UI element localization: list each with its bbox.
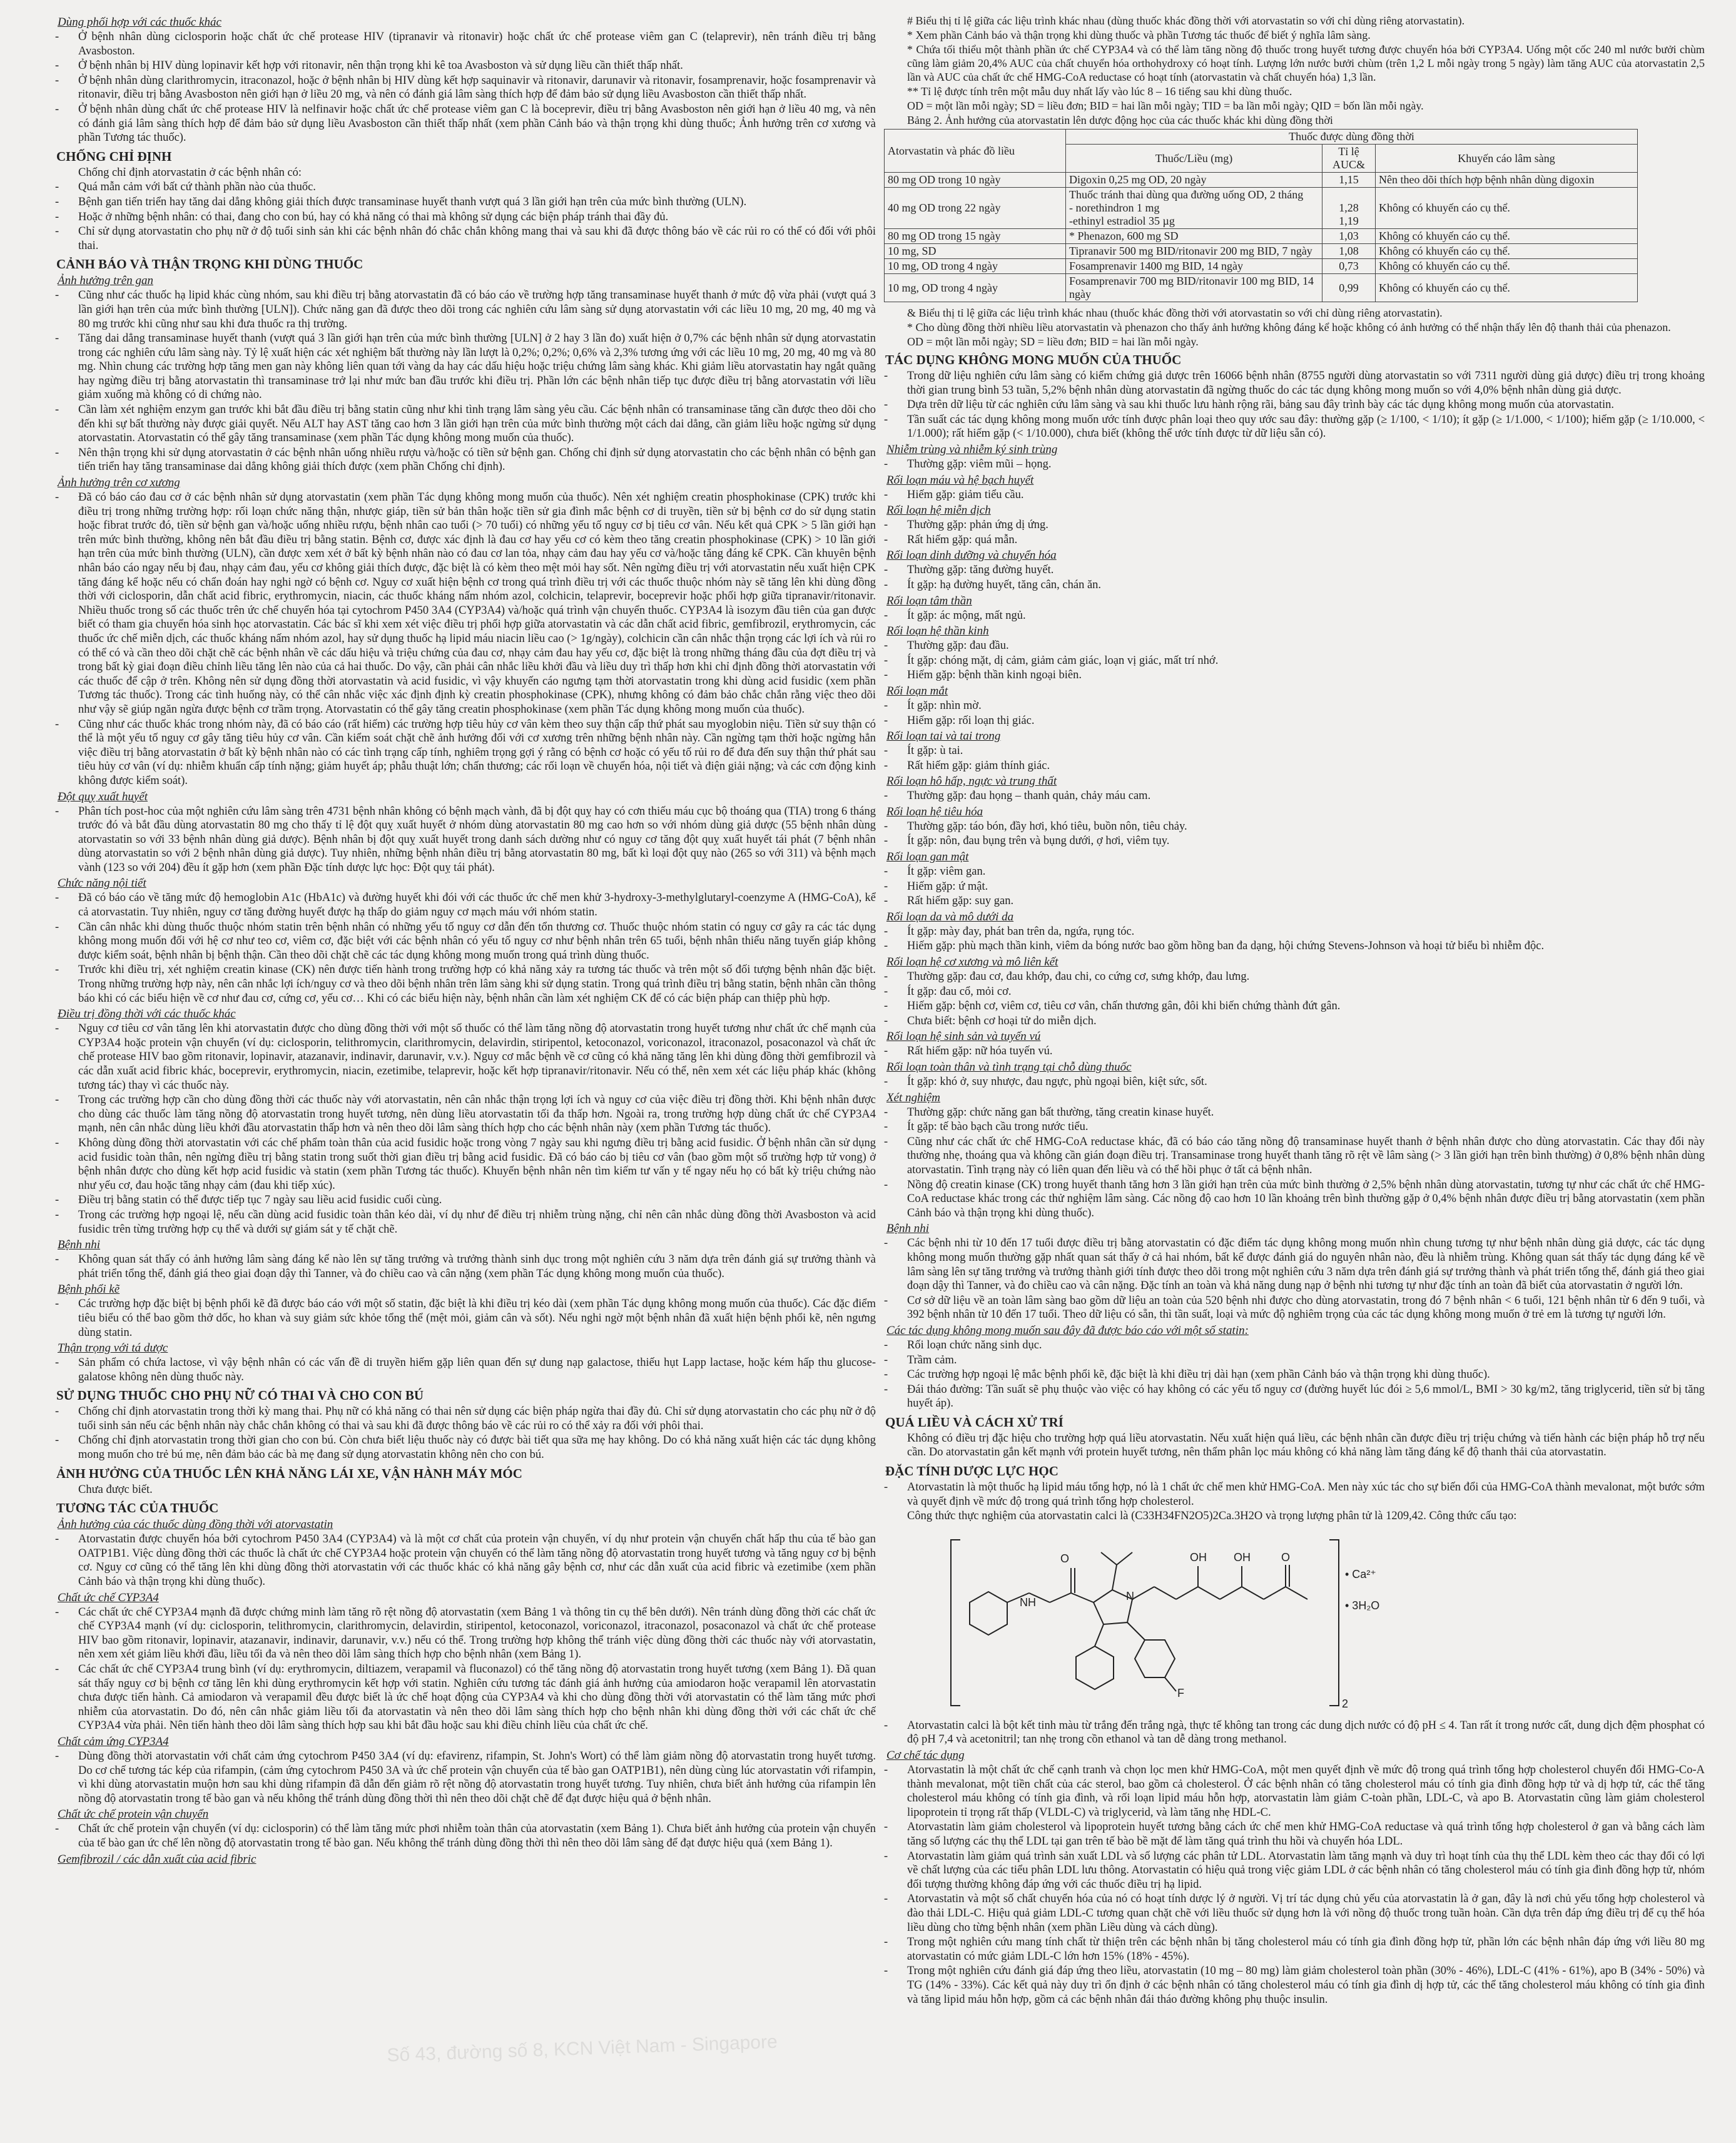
subsection-heading: Rối loạn gan mật: [886, 850, 969, 864]
table-cell: Fosamprenavir 700 mg BID/ritonavir 100 mg BID, 14 ngày: [1066, 274, 1322, 302]
bullet-item: - Đái tháo đường: Tần suất sẽ phụ thuộc vào việc có hay không có các yếu tố nguy cơ (đường huyết lúc đói ≥ 5,6 mmol/L, BMI > 30 kg/m2, tăng triglycerid, tiền sử bị tăng huyết áp).: [873, 1383, 1705, 1411]
formula-label-o2: O: [1281, 1550, 1291, 1564]
bullet-item: - Ít gặp: ù tai.: [873, 744, 1705, 758]
section-heading: TƯƠNG TÁC CỦA THUỐC: [56, 1500, 219, 1516]
bullet-item: - Các trường hợp ngoại lệ mắc bệnh phổi kẽ, đặc biệt là khi điều trị dài hạn (xem phần Cảnh báo và thận trọng khi dùng thuốc).: [873, 1368, 1705, 1382]
table-2-col-regimen: Atorvastatin và phác đồ liều: [885, 130, 1066, 173]
manufacturer-stamp: Số 43, đường số 8, KCN Việt Nam - Singapore: [386, 2031, 778, 2066]
table-cell: Thuốc tránh thai dùng qua đường uống OD, 2 tháng - norethindron 1 mg -ethinyl estradiol 35 µg: [1066, 188, 1322, 229]
paragraph: Công thức thực nghiệm của atorvastatin calci là (C33H34FN2O5)2Ca.3H2O và trọng lượng phân tử là 1209,42. Công thức cấu tạo:: [907, 1510, 1517, 1523]
bullet-item: - Chưa biết: bệnh cơ hoại tử do miễn dịch.: [873, 1014, 1705, 1029]
bullet-item: - Điều trị bằng statin có thể được tiếp tục 7 ngày sau liều acid fusidic cuối cùng.: [44, 1193, 876, 1208]
table-cell: Không có khuyến cáo cụ thể.: [1376, 274, 1638, 302]
bullet-item: - Trong các trường hợp cần cho dùng đồng thời các thuốc này với atorvastatin, nên cân nhắc thận trọng lợi ích và nguy cơ của việc điều trị đồng thời. Khi bệnh nhân được cho dùng các thuốc làm tăng nồng độ atorvastatin trong huyết tương, nên dùng liều atorvastatin tối đa thấp hơn. Ngoài ra, trong trường hợp dùng chất ức chế CYP3A4 mạnh, nên cân nhắc dùng liều khởi đầu atorvastatin thấp hơn và nên theo dõi lâm sàng thích hợp cho các bệnh nhân này (xem phần Tương tác thuốc).: [44, 1093, 876, 1136]
table-cell: 10 mg, OD trong 4 ngày: [885, 259, 1066, 274]
subsection-heading: Rối loạn da và mô dưới da: [886, 910, 1014, 924]
bullet-item: - Hiếm gặp: rối loạn thị giác.: [873, 714, 1705, 728]
bullet-item: - Cũng như các thuốc hạ lipid khác cùng nhóm, sau khi điều trị bằng atorvastatin đã có báo cáo về trường hợp tăng transaminase huyết thanh ở mức độ vừa phải (vượt quá 3 lần giới hạn trên của mức bình thường [ULN]). Chức năng gan đã được theo dõi trong các nghiên cứu lâm sàng sử dụng atorvastatin với các liều 10 mg, 20 mg, 40 mg và 80 mg trước khi cũng như sau khi đưa thuốc ra thị trường.: [44, 288, 876, 331]
right-mid-sections: [873, 306, 1705, 1524]
formula-label-n: N: [1126, 1589, 1134, 1602]
paragraph: Không có điều trị đặc hiệu cho trường hợp quá liều atorvastatin. Nếu xuất hiện quá liều, các bệnh nhân cần được điều trị triệu chứng và tiến hành các biện pháp hỗ trợ nếu cần. Do atorvastatin gắn kết mạnh với protein huyết tương, nên thẩm phân lọc máu không có khả năng làm tăng đáng kể độ thanh thải của atorvastatin.: [907, 1432, 1705, 1459]
bullet-item: - Ít gặp: ác mộng, mất ngủ.: [873, 609, 1705, 623]
formula-label-ca: • Ca²⁺: [1345, 1567, 1376, 1581]
subsection-heading: Rối loạn hệ thần kinh: [886, 624, 989, 638]
table-cell: * Phenazon, 600 mg SD: [1066, 229, 1322, 244]
bullet-item: - Cơ sở dữ liệu về an toàn lâm sàng bao gồm dữ liệu an toàn của 520 bệnh nhi được cho dùng atorvastatin, trong đó 7 bệnh nhân < 6 tuổi, 121 bệnh nhân từ 6 đến 9 tuổi, và 392 bệnh nhân từ 10 đến 17 tuổi. Theo dữ liệu có sẵn, thì tần suất, loại và mức độ nghiêm trọng của các tác dụng không mong muốn ở trẻ em là tương tự người lớn.: [873, 1294, 1705, 1322]
note: OD = một lần mỗi ngày; SD = liều đơn; BID = hai lần mỗi ngày; TID = ba lần mỗi ngày; QID = bốn lần mỗi ngày.: [907, 99, 1424, 112]
bullet-item: - Không dùng đồng thời atorvastatin với các chế phẩm toàn thân của acid fusidic hoặc trong vòng 7 ngày sau khi ngưng điều trị bằng acid fusidic. Ở bệnh nhân cần sử dụng acid fusidic toàn thân, nên ngừng điều trị bằng statin trong suốt thời gian điều trị bằng acid fusidic. Đã có báo cáo bị tiêu cơ vân (bao gồm một số trường hợp tử vong) ở bệnh nhân được cho dùng kết hợp acid fusidic và statin (xem phần Tương tác thuốc). Khuyến bệnh nhân nên tìm kiếm tư vấn y tế ngay nếu họ có bất kỳ triệu chứng nào như yếu cơ, đau hoặc tăng nhạy cảm (đau khi tiếp xúc).: [44, 1136, 876, 1193]
bullet-item: - Hiếm gặp: bệnh cơ, viêm cơ, tiêu cơ vân, chấn thương gân, đôi khi biến chứng thành đứt gân.: [873, 999, 1705, 1014]
note: OD = một lần mỗi ngày; SD = liều đơn; BID = hai lần mỗi ngày.: [907, 335, 1199, 348]
bullet-item: - Trong các trường hợp ngoại lệ, nếu cần dùng acid fusidic toàn thân kéo dài, ví dụ như để điều trị nhiễm trùng nặng, chỉ nên cân nhắc dùng đồng thời Avasboston và acid fusidic trên từng trường hợp cụ thể và dưới sự giám sát y tế chặt chẽ.: [44, 1208, 876, 1236]
subsection-heading: Ảnh hưởng trên cơ xương: [58, 476, 180, 490]
formula-label-o: O: [1060, 1552, 1070, 1565]
subsection-heading: Bệnh nhi: [886, 1222, 930, 1236]
bullet-item: - Rất hiếm gặp: quá mẫn.: [873, 533, 1705, 547]
bullet-item: - Atorvastatin là một thuốc hạ lipid máu tổng hợp, nó là 1 chất ức chế men khử HMG-CoA. Men này xúc tác cho sự biến đổi của HMG-CoA thành mevalonat, một bước sớm và quyết định về mức độ trong quá trình tổng hợp cholesterol.: [873, 1480, 1705, 1509]
right-bottom-sections: [873, 1719, 1705, 2007]
subsection-heading: Xét nghiệm: [886, 1091, 941, 1104]
subsection-heading: Rối loạn hệ cơ xương và mô liên kết: [886, 955, 1058, 969]
subsection-heading: Ảnh hưởng trên gan: [58, 274, 153, 288]
bullet-item: - Trong một nghiên cứu đánh giá đáp ứng theo liều, atorvastatin (10 mg – 80 mg) làm giảm cholesterol toàn phần (30% - 46%), LDL-C (41% - 61%), apo B (34% - 50%) và TG (14% - 33%). Các kết quả này duy trì ổn định ở các bệnh nhân có tăng cholesterol máu có tính gia đình dị hợp tử, các thể tăng cholesterol máu không có tính gia đình và tăng lipid máu hỗn hợp, gồm cả các bệnh nhân đái tháo đường không phụ thuộc insulin.: [873, 1964, 1705, 2007]
table-2-header-row: [885, 130, 1638, 145]
bullet-item: - Chống chỉ định atorvastatin trong thời gian cho con bú. Còn chưa biết liệu thuốc này có được bài tiết qua sữa mẹ hay không. Do có khả năng xuất hiện các tác dụng không mong muốn cho trẻ bú mẹ, nên đảm bảo các bà mẹ đang sử dụng atorvastatin không nên cho con bú.: [44, 1433, 876, 1462]
bullet-item: - Trước khi điều trị, xét nghiệm creatin kinase (CK) nên được tiến hành trong trường hợp có khả năng xảy ra tương tác thuốc và trên một số đối tượng bệnh nhân đặc biệt. Trong những trường hợp này, nên cân nhắc lợi ích/nguy cơ và theo dõi bệnh nhân trên lâm sàng khi sử dụng statin. Trong quá trình điều trị bằng statin, bệnh nhân cần thông báo khi có các biểu hiện về cơ như đau cơ, cứng cơ, yếu cơ… Khi có các biểu hiện này, bệnh nhân cần làm xét nghiệm CK để có các biện pháp can thiệp phù hợp.: [44, 963, 876, 1005]
table-cell: Không có khuyến cáo cụ thể.: [1376, 229, 1638, 244]
subsection-heading: Rối loạn hệ tiêu hóa: [886, 805, 983, 818]
bullet-item: - Dựa trên dữ liệu từ các nghiên cứu lâm sàng và sau khi thuốc lưu hành rộng rãi, bảng sau đây trình bày các tác dụng không mong muốn của atorvastatin.: [873, 398, 1705, 412]
bullet-item: - Ở bệnh nhân dùng ciclosporin hoặc chất ức chế protease HIV (tipranavir và ritonavir) hoặc chất ức chế protease viêm gan C (telaprevir), nên tránh điều trị bằng Avasboston.: [44, 30, 876, 58]
bullet-item: - Chất ức chế protein vận chuyển (ví dụ: ciclosporin) có thể làm tăng mức phơi nhiễm toàn thân của atorvastatin (xem Bảng 1). Chưa biết ảnh hưởng của protein vận chuyển của tế bào gan ức chế lên nồng độ atorvastatin trong tế bào gan. Nếu không thể tránh dùng đồng thời thì nên theo dõi lâm sàng để đạt được hiệu quả (xem Bảng 1).: [44, 1822, 876, 1850]
bullet-item: - Cũng như các thuốc khác trong nhóm này, đã có báo cáo (rất hiếm) các trường hợp tiêu hủy cơ vân kèm theo suy thận cấp thứ phát sau myoglobin niệu. Tiền sử suy thận có thể là một yếu tố nguy cơ gây tăng tiêu hủy cơ vân. Cần kiểm soát chặt chẽ ảnh hưởng đối với cơ xương trên những bệnh nhân này. Cần ngừng tạm thời hoặc ngừng hẳn việc điều trị bằng atorvastatin ở bất kỳ bệnh nhân nào có các tình trạng cấp tính, nghiêm trọng gợi ý rằng có bệnh cơ hoặc có yếu tố rủi ro để đưa đến suy thận thứ phát sau tiêu hủy cơ vân (ví dụ: nhiễm khuẩn cấp tính nặng; giảm huyết áp; phẫu thuật lớn; chấn thương; các rối loạn về chuyển hóa, nội tiết và điện giải nặng; và các cơn động kinh không được kiểm soát).: [44, 718, 876, 788]
bullet-item: - Nguy cơ tiêu cơ vân tăng lên khi atorvastatin được cho dùng đồng thời với một số thuốc có thể làm tăng nồng độ atorvastatin trong huyết tương như chất ức chế mạnh của CYP3A4 hoặc protein vận chuyển (ví dụ: ciclosporin, telithromycin, clarithromycin, delavirdin, stiripentol, ketoconazol, voriconazol, itraconazol, posaconazol và chất ức chế protease HIV bao gồm ritonavir, lopinavir, atazanavir, indinavir, darunavir, v.v.). Nguy cơ mắc bệnh về cơ cũng có khả năng tăng lên khi dùng đồng thời gemfibrozil và các dẫn xuất acid fibric khác, boceprevir, erythromycin, niacin, ezetimibe, telaprevir, hoặc kết hợp tipranavir/ritonavir. Nếu có thể, nên xem xét các liệu pháp khác (không tương tác) thay vì các thuốc này.: [44, 1022, 876, 1092]
right-top-notes: [873, 14, 1705, 127]
bullet-item: - Thường gặp: táo bón, đầy hơi, khó tiêu, buồn nôn, tiêu chảy.: [873, 820, 1705, 834]
subsection-heading: Bệnh nhi: [58, 1238, 101, 1252]
bullet-item: - Ít gặp: khó ở, suy nhược, đau ngực, phù ngoại biên, kiệt sức, sốt.: [873, 1075, 1705, 1089]
table-cell: 1,15: [1322, 173, 1376, 188]
bullet-item: - Thường gặp: đau đầu.: [873, 639, 1705, 653]
subsection-heading: Dùng phối hợp với các thuốc khác: [58, 16, 221, 29]
table-2-col-recommendation: Khuyến cáo lâm sàng: [1376, 145, 1638, 173]
table-cell: 80 mg OD trong 15 ngày: [885, 229, 1066, 244]
bullet-item: - Chống chỉ định atorvastatin trong thời kỳ mang thai. Phụ nữ có khả năng có thai nên sử dụng các biện pháp ngừa thai đầy đủ. Chỉ sử dụng atorvastatin cho các phụ nữ ở độ tuổi sinh sản nếu các bệnh nhân này chắc chắn không có thai và sau khi đã được thông báo về các rủi ro có thể xảy ra đối với phôi thai.: [44, 1405, 876, 1433]
bullet-item: - Rất hiếm gặp: suy gan.: [873, 894, 1705, 909]
subsection-heading: Chất ức chế CYP3A4: [58, 1591, 159, 1604]
note: * Xem phần Cảnh báo và thận trọng khi dùng thuốc và phần Tương tác thuốc để biết ý nghĩa lâm sàng.: [907, 29, 1371, 41]
formula-label-h2o: • 3H₂O: [1345, 1599, 1380, 1612]
bullet-item: - Các bệnh nhi từ 10 đến 17 tuổi được điều trị bằng atorvastatin có đặc điểm tác dụng không mong muốn nhìn chung tương tự như bệnh nhân dùng giả dược, các tác dụng không mong muốn thường gặp nhất quan sát thấy ở cả hai nhóm, bất kể được đánh giá do nguyên nhân nào, đều là nhiễm trùng. Không quan sát thấy tác dụng đáng kể về lâm sàng lên sự tăng trưởng và trưởng thành giới tính được theo dõi trong một nghiên cứu 3 năm dựa trên đánh giá sự trưởng thành và phát triển tổng thể, đánh giá theo giai đoạn dậy thì Tanner, và đo chiều cao và cân nặng. Đặc tính an toàn và khả năng dung nạp ở bệnh nhi tương tự như đặc tính an toàn đã biết của atorvastatin ở người lớn.: [873, 1236, 1705, 1293]
bullet-item: - Thường gặp: viêm mũi – họng.: [873, 457, 1705, 472]
bullet-item: - Thường gặp: chức năng gan bất thường, tăng creatin kinase huyết.: [873, 1106, 1705, 1120]
table-2-body: [885, 173, 1638, 302]
formula-label-subscript-2: 2: [1342, 1697, 1349, 1710]
formula-label-oh1: OH: [1190, 1550, 1207, 1564]
note: & Biểu thị tỉ lệ giữa các liệu trình khác nhau (thuốc khác đồng thời với atorvastatin so với chỉ dùng riêng atorvastatin).: [907, 307, 1443, 319]
formula-label-oh2: OH: [1234, 1550, 1251, 1564]
bullet-item: - Cũng như các chất ức chế HMG-CoA reductase khác, đã có báo cáo tăng nồng độ transaminase huyết thanh ở bệnh nhân được cho dùng atorvastatin. Các thay đổi này thường nhẹ, thoáng qua và không cần gián đoạn điều trị. Transaminase trong huyết thanh tăng rõ rệt về lâm sàng (> 3 lần giới hạn trên bình thường) ở 0,8% bệnh nhân dùng atorvastatin. Tình trạng này có liên quan đến liều và có thể hồi phục ở tất cả bệnh nhân.: [873, 1135, 1705, 1178]
bullet-item: - Atorvastatin làm giảm cholesterol và lipoprotein huyết tương bằng cách ức chế men khử HMG-CoA reductase và quá trình tổng hợp cholesterol ở gan và bằng cách làm tăng số lượng các thụ thể LDL tại gan trên tế bào bề mặt để làm tăng quá trình thu hồi và chuyển hóa LDL.: [873, 1820, 1705, 1848]
bullet-item: - Các chất ức chế CYP3A4 mạnh đã được chứng minh làm tăng rõ rệt nồng độ atorvastatin (xem Bảng 1 và thông tin cụ thể bên dưới). Nên tránh dùng đồng thời các chất ức chế CYP3A4 mạnh (ví dụ: ciclosporin, telithromycin, clarithromycin, delavirdin, stiripentol, ketoconazol, voriconazol, itraconazol, posaconazol và chất ức chế protease HIV bao gồm ritonavir, lopinavir, atazanavir, indinavir, darunavir, v.v.) nếu có thể. Trong trường hợp không thể tránh việc dùng đồng thời các thuốc này với atorvastatin, nên xem xét giảm liều khởi đầu, liều tối đa và nên theo dõi lâm sàng thích hợp cho bệnh nhân (xem Bảng 1).: [44, 1606, 876, 1662]
bullet-item: - Ít gặp: đau cổ, mỏi cơ.: [873, 985, 1705, 999]
table-cell: 1,03: [1322, 229, 1376, 244]
formula-label-f: F: [1177, 1686, 1184, 1699]
table-row: [885, 188, 1638, 229]
subsection-heading: Nhiễm trùng và nhiễm ký sinh trùng: [886, 442, 1058, 456]
bullet-item: - Ít gặp: mày đay, phát ban trên da, ngứa, rụng tóc.: [873, 925, 1705, 939]
table-2-col-auc: Tỉ lệ AUC&: [1322, 145, 1376, 173]
bullet-item: - Atorvastatin calci là bột kết tinh màu từ trắng đến trắng ngà, thực tế không tan trong các dung dịch nước có độ pH ≤ 4. Tan rất ít trong nước cất, dung dịch đệm phosphat có độ pH 7,4 và acetonitril; tan nhẹ trong cồn ethanol và tan dễ dàng trong methanol.: [873, 1719, 1705, 1747]
bullet-item: - Các trường hợp đặc biệt bị bệnh phổi kẽ đã được báo cáo với một số statin, đặc biệt là khi điều trị kéo dài (xem phần Tác dụng không mong muốn của thuốc). Các đặc điểm tiêu biểu có thể bao gồm thở dốc, ho khan và suy giảm sức khỏe tổng thể (mệt mỏi, giảm cân và sốt). Nếu nghi ngờ một bệnh nhân đã xuất hiện bệnh phổi kẽ, nên ngưng dùng statin.: [44, 1297, 876, 1340]
table-row: [885, 259, 1638, 274]
subsection-heading: Rối loạn hệ miễn dịch: [886, 504, 991, 517]
subsection-heading: Rối loạn tai và tai trong: [886, 730, 1001, 743]
table-cell: Fosamprenavir 1400 mg BID, 14 ngày: [1066, 259, 1322, 274]
bullet-item: - Ở bệnh nhân dùng clarithromycin, itraconazol, hoặc ở bệnh nhân bị HIV dùng kết hợp saquinavir và ritonavir, darunavir và ritonavir, fosamprenavir, hoặc fosamprenavir và ritonavir, điều trị bằng Avasboston nên giới hạn ở liều 20 mg, và nên có đánh giá lâm sàng thích hợp để đảm bảo sử dụng liều Avasboston cần thiết thấp nhất.: [44, 74, 876, 102]
note: ** Tỉ lệ được tính trên một mẫu duy nhất lấy vào lúc 8 – 16 tiếng sau khi dùng thuốc.: [907, 85, 1292, 98]
subsection-heading: Rối loạn hệ sinh sản và tuyến vú: [886, 1030, 1041, 1044]
bullet-item: - Thường gặp: phản ứng dị ứng.: [873, 518, 1705, 532]
structural-formula: [907, 1527, 1533, 1715]
bullet-item: - Hiếm gặp: phù mạch thần kinh, viêm da bóng nước bao gồm hồng ban đa dạng, hội chứng Stevens-Johnson và hoại tử biểu bì nhiễm độc.: [873, 939, 1705, 954]
bullet-item: - Phân tích post-hoc của một nghiên cứu lâm sàng trên 4731 bệnh nhân không có bệnh mạch vành, đã bị đột quỵ hay có cơn thiếu máu cục bộ thoáng qua (TIA) trong 6 tháng trước đó và bắt đầu dùng atorvastatin 80 mg cho thấy tỉ lệ đột quỵ xuất huyết ở nhóm dùng atorvastatin 80 mg cao hơn so với nhóm dùng giả dược (55 bệnh nhân dùng atorvastatin so với 33 bệnh nhân dùng giả dược). Bệnh nhân bị đột quỵ xuất huyết trong danh sách dường như có nguy cơ tăng đột quỵ xuất huyết tái phát (7 bệnh nhân dùng atorvastatin so với 2 bệnh nhân dùng giả dược). Tuy nhiên, những bệnh nhân điều trị bằng atorvastatin 80 mg, bất kì loại đột quỵ nào (265 so với 311) và bệnh mạch vành (123 so với 204) đều ít gặp hơn (xem phần Đặc tính dược lực học: Đột quỵ tái phát).: [44, 805, 876, 875]
table-cell: Digoxin 0,25 mg OD, 20 ngày: [1066, 173, 1322, 188]
bullet-item: - Nên thận trọng khi sử dụng atorvastatin ở các bệnh nhân uống nhiều rượu và/hoặc có tiền sử bệnh gan. Chống chỉ định sử dụng atorvastatin cho các bệnh nhân có bệnh gan tiến triển hay tăng transaminase dai dẳng không giải thích được (xem phần Chống chỉ định).: [44, 446, 876, 474]
bullet-item: - Ít gặp: viêm gan.: [873, 865, 1705, 879]
subsection-heading: Chất cảm ứng CYP3A4: [58, 1734, 169, 1748]
bullet-item: - Atorvastatin và một số chất chuyển hóa của nó có hoạt tính dược lý ở người. Vị trí tác dụng chủ yếu của atorvastatin là ở gan, đây là nơi chủ yếu tổng hợp cholesterol và đào thải LDL-C. Hiệu quả giảm LDL-C tương quan chặt chẽ với liều thuốc sử dụng hơn là với nồng độ thuốc trong tuần hoàn. Cần dựa trên đáp ứng điều trị để cụ thể hóa liều dùng cho từng bệnh nhân (xem phần Liều dùng và cách dùng).: [873, 1892, 1705, 1935]
table-cell: 10 mg, SD: [885, 244, 1066, 259]
formula-label-nh: NH: [1020, 1596, 1036, 1609]
bullet-item: - Trong một nghiên cứu mang tính chất từ thiện trên các bệnh nhân bị tăng cholesterol máu có tính gia đình đồng hợp tử, phần lớn các bệnh nhân đáp ứng với liều 80 mg atorvastatin có mức giảm LDL-C lớn hơn 15% (18% - 45%).: [873, 1935, 1705, 1963]
section-heading: ĐẶC TÍNH DƯỢC LỰC HỌC: [885, 1463, 1058, 1479]
bullet-item: - Rất hiếm gặp: giảm thính giác.: [873, 759, 1705, 773]
table-cell: 10 mg, OD trong 4 ngày: [885, 274, 1066, 302]
subsection-heading: Cơ chế tác dụng: [886, 1749, 965, 1763]
subsection-heading: Rối loạn hô hấp, ngực và trung thất: [886, 775, 1057, 788]
subsection-heading: Bệnh phổi kẽ: [58, 1283, 120, 1296]
bullet-item: - Atorvastatin được chuyển hóa bởi cytochrom P450 3A4 (CYP3A4) và là một cơ chất của protein vận chuyển, ví dụ như protein vận chuyển chất hấp thu của tế bào gan OATP1B1. Việc dùng đồng thời các thuốc là chất ức chế CYP3A4 hoặc protein vận chuyển có thể làm tăng nồng độ atorvastatin trong huyết tương và tăng nguy cơ bị bệnh cơ. Nguy cơ cũng có thể tăng lên khi dùng đồng thời atorvastatin với các thuốc khác có khả năng gây bệnh cơ, như các dẫn xuất của acid fibric và ezetimibe (xem phần Cảnh báo và thận trọng khi dùng thuốc).: [44, 1532, 876, 1589]
bullet-item: - Cần làm xét nghiệm enzym gan trước khi bắt đầu điều trị bằng statin cũng như khi tình trạng lâm sàng yêu cầu. Các bệnh nhân có transaminase tăng cần được theo dõi cho đến khi sự bất thường này được giải quyết. Nếu ALT hay AST tăng cao hơn 3 lần giới hạn trên của mức bình thường một cách dai dẳng, cần giảm liều hoặc ngừng sử dụng atorvastatin. Atorvastatin có thể gây tăng transaminase (xem phần Tác dụng không mong muốn của thuốc).: [44, 403, 876, 445]
bullet-item: - Chỉ sử dụng atorvastatin cho phụ nữ ở độ tuổi sinh sản khi các bệnh nhân đó chắc chắn không mang thai và sau khi đã được thông báo về các rủi ro có thể có đối với phôi thai.: [44, 225, 876, 253]
table-row: [885, 244, 1638, 259]
bullet-item: - Hiếm gặp: ứ mật.: [873, 880, 1705, 894]
section-heading: ẢNH HƯỞNG CỦA THUỐC LÊN KHẢ NĂNG LÁI XE, VẬN HÀNH MÁY MÓC: [56, 1465, 522, 1481]
bullet-item: - Nồng độ creatin kinase (CK) trong huyết thanh tăng hơn 3 lần giới hạn trên của mức bình thường ở 2,5% bệnh nhân dùng atorvastatin, tương tự như các chất ức chế HMG-CoA reductase khác trong các thử nghiệm lâm sàng. Các nồng độ cao hơn 10 lần khoảng trên bình thường gặp ở 0,4% bệnh nhân được điều trị bằng atorvastatin (xem phần Cảnh báo và thận trọng khi dùng thuốc).: [873, 1178, 1705, 1221]
bullet-item: - Đã có báo cáo đau cơ ở các bệnh nhân sử dụng atorvastatin (xem phần Tác dụng không mong muốn của thuốc). Nên xét nghiệm creatin phosphokinase (CPK) trước khi điều trị trong những trường hợp: rối loạn chức năng thận, nhược giáp, tiền sử bản thân hoặc tiền sử gia đình mắc bệnh cơ di truyền, tiền sử bị bệnh cơ do sử dụng statin hoặc fibrat trước đó, tiền sử bệnh gan và/hoặc uống nhiều rượu, bệnh nhân cao tuổi (> 70 tuổi) có những yếu tố nguy cơ bị tiêu cơ vân. Nếu kết quả CPK > 5 lần giới hạn trên mức bình thường, không nên bắt đầu điều trị bằng statin. Bệnh cơ, được xác định là đau cơ hay yếu cơ có kèm theo tăng creatin phosphokinase (CPK) > 10 lần giới hạn trên của mức bình thường (ULN), cần được xem xét ở bất kỳ bệnh nhân nào có đau cơ lan tỏa, nhạy cảm đau hay yếu cơ và/hoặc tăng đáng kể CPK. Cần khuyên bệnh nhân báo cáo ngay nếu bị đau, nhạy cảm đau, yếu cơ không giải thích được, đặc biệt là có kèm theo mệt mỏi hay sốt. Nên ngừng điều trị với atorvastatin nếu xuất hiện CPK tăng đáng kể hoặc nếu có chẩn đoán hay nghi ngờ có bệnh cơ. Nguy cơ xuất hiện bệnh cơ trong quá trình điều trị với các thuốc thuộc nhóm này sẽ tăng lên khi dùng đồng thời với ciclosporin, dẫn chất acid fibric, erythromycin, niacin, các thuốc kháng nấm nhóm azol, colchicin, telaprevir, boceprevir hoặc phối hợp giữa tipranavir/ritonavir. Nhiều thuốc trong số các thuốc trên ức chế chuyển hóa tại cytochrom P450 3A4 (CYP3A4) và/hoặc quá trình vận chuyển thuốc. CYP3A4 là isozym đầu tiên của gan được biết có tham gia chuyển hóa sinh học atorvastatin. Các bác sĩ khi xem xét việc điều trị phối hợp giữa atorvastatin và các dẫn chất acid fibric, gemfibrozil, erythromycin, các thuốc ức chế miễn dịch, các thuốc kháng nấm nhóm azol, hay sử dụng thuốc hạ lipid máu niacin liều cao (> 1g/ngày), colchicin cần cân nhắc thận trọng các lợi ích và rủi ro có thể có và cần theo dõi chặt chẽ các bệnh nhân về các dấu hiệu và triệu chứng của đau cơ, nhạy cảm đau hay yếu cơ, đặc biệt là trong những tháng đầu của đợt điều trị và trong bất kỳ giai đoạn điều chỉnh liều tăng lên nào của cả hai thuốc. Do vậy, cần phải cân nhắc liều khởi đầu và liều duy trì thấp hơn khi chỉ định đồng thời atorvastatin với các thuốc để cập ở trên. Không nên sử dụng đồng thời atorvastatin và acid fusidic, vì vậy khuyến cáo ngưng tạm thời atorvastatin trong khi dùng acid fusidic (xem phần Tương tác thuốc). Trong các tình huống này, có thể cân nhắc việc xác định định kỳ creatin phosphokinase (CPK), nhưng không có đảm bảo chắc chắn rằng việc theo dõi như vậy sẽ giúp ngăn ngừa được bệnh cơ trầm trọng. Atorvastatin có thể gây tăng creatin phosphokinase (xem phần Tác dụng không mong muốn của thuốc).: [44, 491, 876, 717]
table-cell: 0,99: [1322, 274, 1376, 302]
note: Bảng 2. Ảnh hưởng của atorvastatin lên dược động học của các thuốc khác khi dùng đồng thời: [907, 114, 1333, 126]
table-cell: 0,73: [1322, 259, 1376, 274]
table-row: [885, 173, 1638, 188]
table-row: [885, 274, 1638, 302]
bullet-item: - Rất hiếm gặp: nữ hóa tuyến vú.: [873, 1044, 1705, 1059]
bullet-item: - Hoặc ở những bệnh nhân: có thai, đang cho con bú, hay có khả năng có thai mà không sử dụng các biện pháp tránh thai đầy đủ.: [44, 210, 876, 225]
section-heading: SỬ DỤNG THUỐC CHO PHỤ NỮ CÓ THAI VÀ CHO CON BÚ: [56, 1388, 424, 1403]
bullet-item: - Ở bệnh nhân dùng chất ức chế protease HIV là nelfinavir hoặc chất ức chế protease viêm gan C là boceprevir, điều trị bằng Avasboston nên giới hạn ở liều 40 mg, và nên có đánh giá lâm sàng thích hợp để đảm bảo sử dụng liều Avasboston cần thiết thấp nhất (xem phần Cảnh báo và thận trọng khi dùng thuốc; Ảnh hưởng trên cơ xương và phần Tương tác thuốc).: [44, 103, 876, 145]
bullet-item: - Rối loạn chức năng sinh dục.: [873, 1338, 1705, 1353]
subsection-heading: Điều trị đồng thời với các thuốc khác: [58, 1007, 236, 1021]
paragraph: Chưa được biết.: [78, 1483, 153, 1496]
right-column: [873, 14, 1705, 2138]
bullet-item: - Ít gặp: hạ đường huyết, tăng cân, chán ăn.: [873, 578, 1705, 593]
bullet-item: - Tần suất các tác dụng không mong muốn ước tính được phân loại theo quy ước sau đây: thường gặp (≥ 1/100, < 1/10); ít gặp (≥ 1/1.000, < 1/100); hiếm gặp (≥ 1/10.000, < 1/1.000); rất hiếm gặp (< 1/10.000), chưa biết (không thể ước tính được từ dữ liệu sẵn có).: [873, 413, 1705, 441]
subsection-heading: Chất ức chế protein vận chuyển: [58, 1808, 209, 1821]
bullet-item: - Ít gặp: chóng mặt, dị cảm, giảm cảm giác, loạn vị giác, mất trí nhớ.: [873, 654, 1705, 668]
subsection-heading: Rối loạn mắt: [886, 684, 948, 698]
subsection-heading: Rối loạn dinh dưỡng và chuyển hóa: [886, 549, 1057, 562]
table-2: [884, 129, 1638, 302]
table-cell: Không có khuyến cáo cụ thể.: [1376, 259, 1638, 274]
bullet-item: - Ít gặp: tế bào bạch cầu trong nước tiểu.: [873, 1120, 1705, 1134]
table-2-col-coadmin: Thuốc được dùng đồng thời: [1066, 130, 1638, 145]
section-heading: QUÁ LIỀU VÀ CÁCH XỬ TRÍ: [885, 1414, 1063, 1430]
atorvastatin-structure-drawing: [907, 1527, 1533, 1715]
bullet-item: - Thường gặp: đau cơ, đau khớp, đau chi, co cứng cơ, sưng khớp, đau lưng.: [873, 970, 1705, 984]
bullet-item: - Thường gặp: tăng đường huyết.: [873, 563, 1705, 578]
bullet-item: - Atorvastatin làm giảm quá trình sản xuất LDL và số lượng các phân tử LDL. Atorvastatin làm tăng mạnh và duy trì hoạt tính của thụ thể LDL kèm theo các thay đổi có lợi về chất lượng của các tiểu phân LDL lưu thông. Atorvastatin có hiệu quả trong việc giảm LDL ở các bệnh nhân có tăng cholesterol máu có tính gia đình đồng hợp tử, nhóm đối tượng thường không đáp ứng với các thuốc điều trị hạ lipid.: [873, 1850, 1705, 1892]
table-cell: 40 mg OD trong 22 ngày: [885, 188, 1066, 229]
bullet-item: - Dùng đồng thời atorvastatin với chất cảm ứng cytochrom P450 3A4 (ví dụ: efavirenz, rifampin, St. John's Wort) có thể làm giảm nồng độ atorvastatin trong huyết tương. Do cơ chế tương tác kép của rifampin, (cảm ứng cytochrom P450 3A và ức chế protein vận chuyển của tế bào gan OATP1B1), nên dùng cùng lúc atorvastatin với rifampin, vì khi dùng atorvastatin muộn hơn sau khi dùng rifampin đã dẫn đến giảm rõ rệt nồng độ atorvastatin trong huyết tương. Tuy nhiên, chưa biết ảnh hưởng của rifampin lên nồng độ atorvastatin trong tế bào gan và nếu không thể tránh dùng đồng thời thì nên theo dõi chặt chẽ để đạt được hiệu quả ở bệnh nhân.: [44, 1749, 876, 1806]
subsection-heading: Đột quỵ xuất huyết: [58, 790, 148, 803]
table-cell: 80 mg OD trong 10 ngày: [885, 173, 1066, 188]
left-column: [44, 14, 876, 2138]
note: * Chứa tối thiểu một thành phần ức chế CYP3A4 và có thể làm tăng nồng độ thuốc trong huyết tương được chuyển hóa bởi CYP3A4. Uống một cốc 240 ml nước bưởi chùm cũng làm giảm 20,4% AUC của chất chuyển hóa orthohydroxy có hoạt tính. Lượng lớn nước bưởi chùm (trên 1,2 L mỗi ngày trong 5 ngày) làm tăng AUC của atorvastatin 2,5 lần và AUC của chất ức chế HMG-CoA reductase có hoạt tính (atorvastatin và chất chuyển hóa) 1,3 lần.: [907, 43, 1705, 83]
bullet-item: - Trong dữ liệu nghiên cứu lâm sàng có kiểm chứng giả dược trên 16066 bệnh nhân (8755 người dùng atorvastatin so với 7311 người dùng giả dược) điều trị trong khoảng thời gian trung bình 53 tuần, 5,2% bệnh nhân dùng atorvastatin đã ngừng thuốc do các tác dụng không mong muốn so với 4,0% bệnh nhân dùng giả dược.: [873, 369, 1705, 397]
bullet-item: - Quá mẫn cảm với bất cứ thành phần nào của thuốc.: [44, 180, 876, 195]
bullet-item: - Ở bệnh nhân bị HIV dùng lopinavir kết hợp với ritonavir, nên thận trọng khi kê toa Avasboston và sử dụng liều cần thiết thấp nhất.: [44, 59, 876, 73]
bullet-item: - Bệnh gan tiến triển hay tăng dai dẳng không giải thích được transaminase huyết thanh vượt quá 3 lần giới hạn trên của mức bình thường (ULN).: [44, 195, 876, 210]
note: * Cho dùng đồng thời nhiều liều atorvastatin và phenazon cho thấy ảnh hưởng không đáng kể hoặc không có ảnh hưởng có thể nhận thấy lên độ thanh thải của phenazon.: [907, 321, 1671, 333]
table-row: [885, 229, 1638, 244]
subsection-heading: Rối loạn máu và hệ bạch huyết: [886, 473, 1034, 487]
bullet-item: - Sản phẩm có chứa lactose, vì vậy bệnh nhân có các vấn đề di truyền hiếm gặp liên quan đến sự dung nạp galactose, thiếu hụt Lapp lactase, hoặc kém hấp thu glucose-galatose không nên dùng thuốc này.: [44, 1356, 876, 1384]
table-cell: 1,28 1,19: [1322, 188, 1376, 229]
subsection-heading: Các tác dụng không mong muốn sau đây đã được báo cáo với một số statin:: [886, 1323, 1249, 1337]
note: # Biểu thị tỉ lệ giữa các liệu trình khác nhau (dùng thuốc khác đồng thời với atorvastatin so với chỉ dùng riêng atorvastatin).: [907, 14, 1465, 27]
bullet-item: - Hiếm gặp: giảm tiểu cầu.: [873, 488, 1705, 502]
bullet-item: - Các chất ức chế CYP3A4 trung bình (ví dụ: erythromycin, diltiazem, verapamil và fluconazol) có thể tăng nồng độ atorvastatin trong huyết tương (xem Bảng 1). Đã quan sát thấy nguy cơ bị bệnh cơ tăng lên khi dùng erythromycin kết hợp với statin. Nghiên cứu tương tác đánh giá ảnh hưởng của amiodaron hoặc verapamil lên atorvastatin chưa được tiến hành. Cả amiodaron và verapamil đều được biết là ức chế hoạt động của CYP3A4 và khi cho dùng đồng thời với atorvastatin có thể làm tăng mức phơi nhiễm của atorvastatin. Do đó, nên cân nhắc giảm liều tối đa atorvastatin và nên theo dõi lâm sàng thích hợp cho bệnh nhân khi dùng đồng thời với các chất ức chế CYP3A4 vừa phải. Nên tiến hành theo dõi lâm sàng thích hợp sau khi bắt đầu hoặc sau khi điều chỉnh liều của chất ức chế.: [44, 1662, 876, 1733]
subsection-heading: Gemfibrozil / các dẫn xuất của acid fibric: [58, 1852, 256, 1866]
bullet-item: - Hiếm gặp: bệnh thần kinh ngoại biên.: [873, 668, 1705, 683]
bullet-item: - Tăng dai dẳng transaminase huyết thanh (vượt quá 3 lần giới hạn trên của mức bình thường [ULN] ở 2 hay 3 lần đo) xuất hiện ở 0,7% các bệnh nhân sử dụng atorvastatin trong các nghiên cứu lâm sàng này. Tỷ lệ xuất hiện các xét nghiệm bất thường này lần lượt là 0,2%; 0,2%; 0,6% và 2,3% tương ứng với các liều 10 mg, 20 mg, 40 mg và 80 mg. Nhìn chung các trường hợp tăng men gan này không liên quan tới vàng da hay các dấu hiệu hoặc triệu chứng lâm sàng khác. Khi giảm liều atorvastatin hay ngắt quãng hay ngừng điều trị bằng atorvastatin thì transaminase trở lại như mức ban đầu trước khi điều trị. Phần lớn các bệnh nhân tiếp tục được điều trị bằng atorvastatin với liều giảm xuống mà không có di chứng nào.: [44, 332, 876, 402]
bullet-item: - Cần cân nhắc khi dùng thuốc thuộc nhóm statin trên bệnh nhân có những yếu tố nguy cơ dẫn đến tổn thương cơ. Thuốc thuộc nhóm statin có nguy cơ gây ra các tác dụng không mong muốn đối với hệ cơ như teo cơ, viêm cơ, đặc biệt với các bệnh nhân có yếu tố nguy cơ như bệnh nhân trên 65 tuổi, bệnh nhân thiểu năng tuyến giáp không được kiểm soát, bệnh nhân bị bệnh thận. Cần theo dõi chặt chẽ các tác dụng không mong muốn trong quá trình dùng thuốc.: [44, 920, 876, 963]
table-cell: 1,08: [1322, 244, 1376, 259]
table-cell: Không có khuyến cáo cụ thể.: [1376, 244, 1638, 259]
section-heading: TÁC DỤNG KHÔNG MONG MUỐN CỦA THUỐC: [885, 352, 1182, 367]
bullet-item: - Không quan sát thấy có ảnh hưởng lâm sàng đáng kể nào lên sự tăng trưởng và trưởng thành sinh dục trong một nghiên cứu 3 năm dựa trên đánh giá sự trưởng thành và phát triển tổng thể, đánh giá theo giai đoạn dậy thì Tanner, và đo chiều cao và cân nặng (xem phần Tác dụng không mong muốn của thuốc).: [44, 1253, 876, 1281]
subsection-heading: Thận trọng với tá dược: [58, 1341, 168, 1355]
bullet-item: - Atorvastatin là một chất ức chế cạnh tranh và chọn lọc men khử HMG-CoA, một men quyết định về mức độ trong quá trình tổng hợp cholesterol chuyển đổi HMG-Co-A thành mevalonat, một tiền chất của các sterol, bao gồm cả cholesterol. Ở các bệnh nhân có tăng cholesterol máu có tính gia đình đồng hợp tử và dị hợp tử, các thể tăng cholesterol máu không có tính gia đình, và rối loạn lipid máu hỗn hợp, atorvastatin làm giảm C-toàn phần, LDL-C, và apo B. Atorvastatin cũng làm giảm cholesterol lipoprotein tỉ trọng rất thấp (VLDL-C) và triglycerid, và làm tăng nhẹ HDL-C.: [873, 1763, 1705, 1820]
bullet-item: - Ít gặp: nôn, đau bụng trên và bụng dưới, ợ hơi, viêm tụy.: [873, 834, 1705, 848]
table-cell: Không có khuyến cáo cụ thể.: [1376, 188, 1638, 229]
bullet-item: - Đã có báo cáo về tăng mức độ hemoglobin A1c (HbA1c) và đường huyết khi đói với các thuốc ức chế men khử 3-hydroxy-3-methylglutaryl-coenzyme A (HMG-CoA), kể cả atorvastatin. Tuy nhiên, nguy cơ tăng đường huyết được hạ thấp do giảm nguy cơ mạch máu với nhóm statin.: [44, 891, 876, 919]
paragraph: Chống chỉ định atorvastatin ở các bệnh nhân có:: [78, 166, 302, 179]
subsection-heading: Rối loạn toàn thân và tình trạng tại chỗ dùng thuốc: [886, 1061, 1132, 1074]
bullet-item: - Thường gặp: đau họng – thanh quản, chảy máu cam.: [873, 789, 1705, 803]
subsection-heading: Ảnh hưởng của các thuốc dùng đồng thời với atorvastatin: [58, 1518, 333, 1532]
table-2-col-drug: Thuốc/Liều (mg): [1066, 145, 1322, 173]
section-heading: CẢNH BÁO VÀ THẬN TRỌNG KHI DÙNG THUỐC: [56, 257, 363, 272]
subsection-heading: Rối loạn tâm thần: [886, 594, 972, 608]
bullet-item: - Ít gặp: nhìn mờ.: [873, 699, 1705, 713]
table-cell: Tipranavir 500 mg BID/ritonavir 200 mg BID, 7 ngày: [1066, 244, 1322, 259]
table-cell: Nên theo dõi thích hợp bệnh nhân dùng digoxin: [1376, 173, 1638, 188]
section-heading: CHỐNG CHỈ ĐỊNH: [56, 148, 172, 164]
bullet-item: - Trầm cảm.: [873, 1353, 1705, 1368]
subsection-heading: Chức năng nội tiết: [58, 877, 146, 890]
